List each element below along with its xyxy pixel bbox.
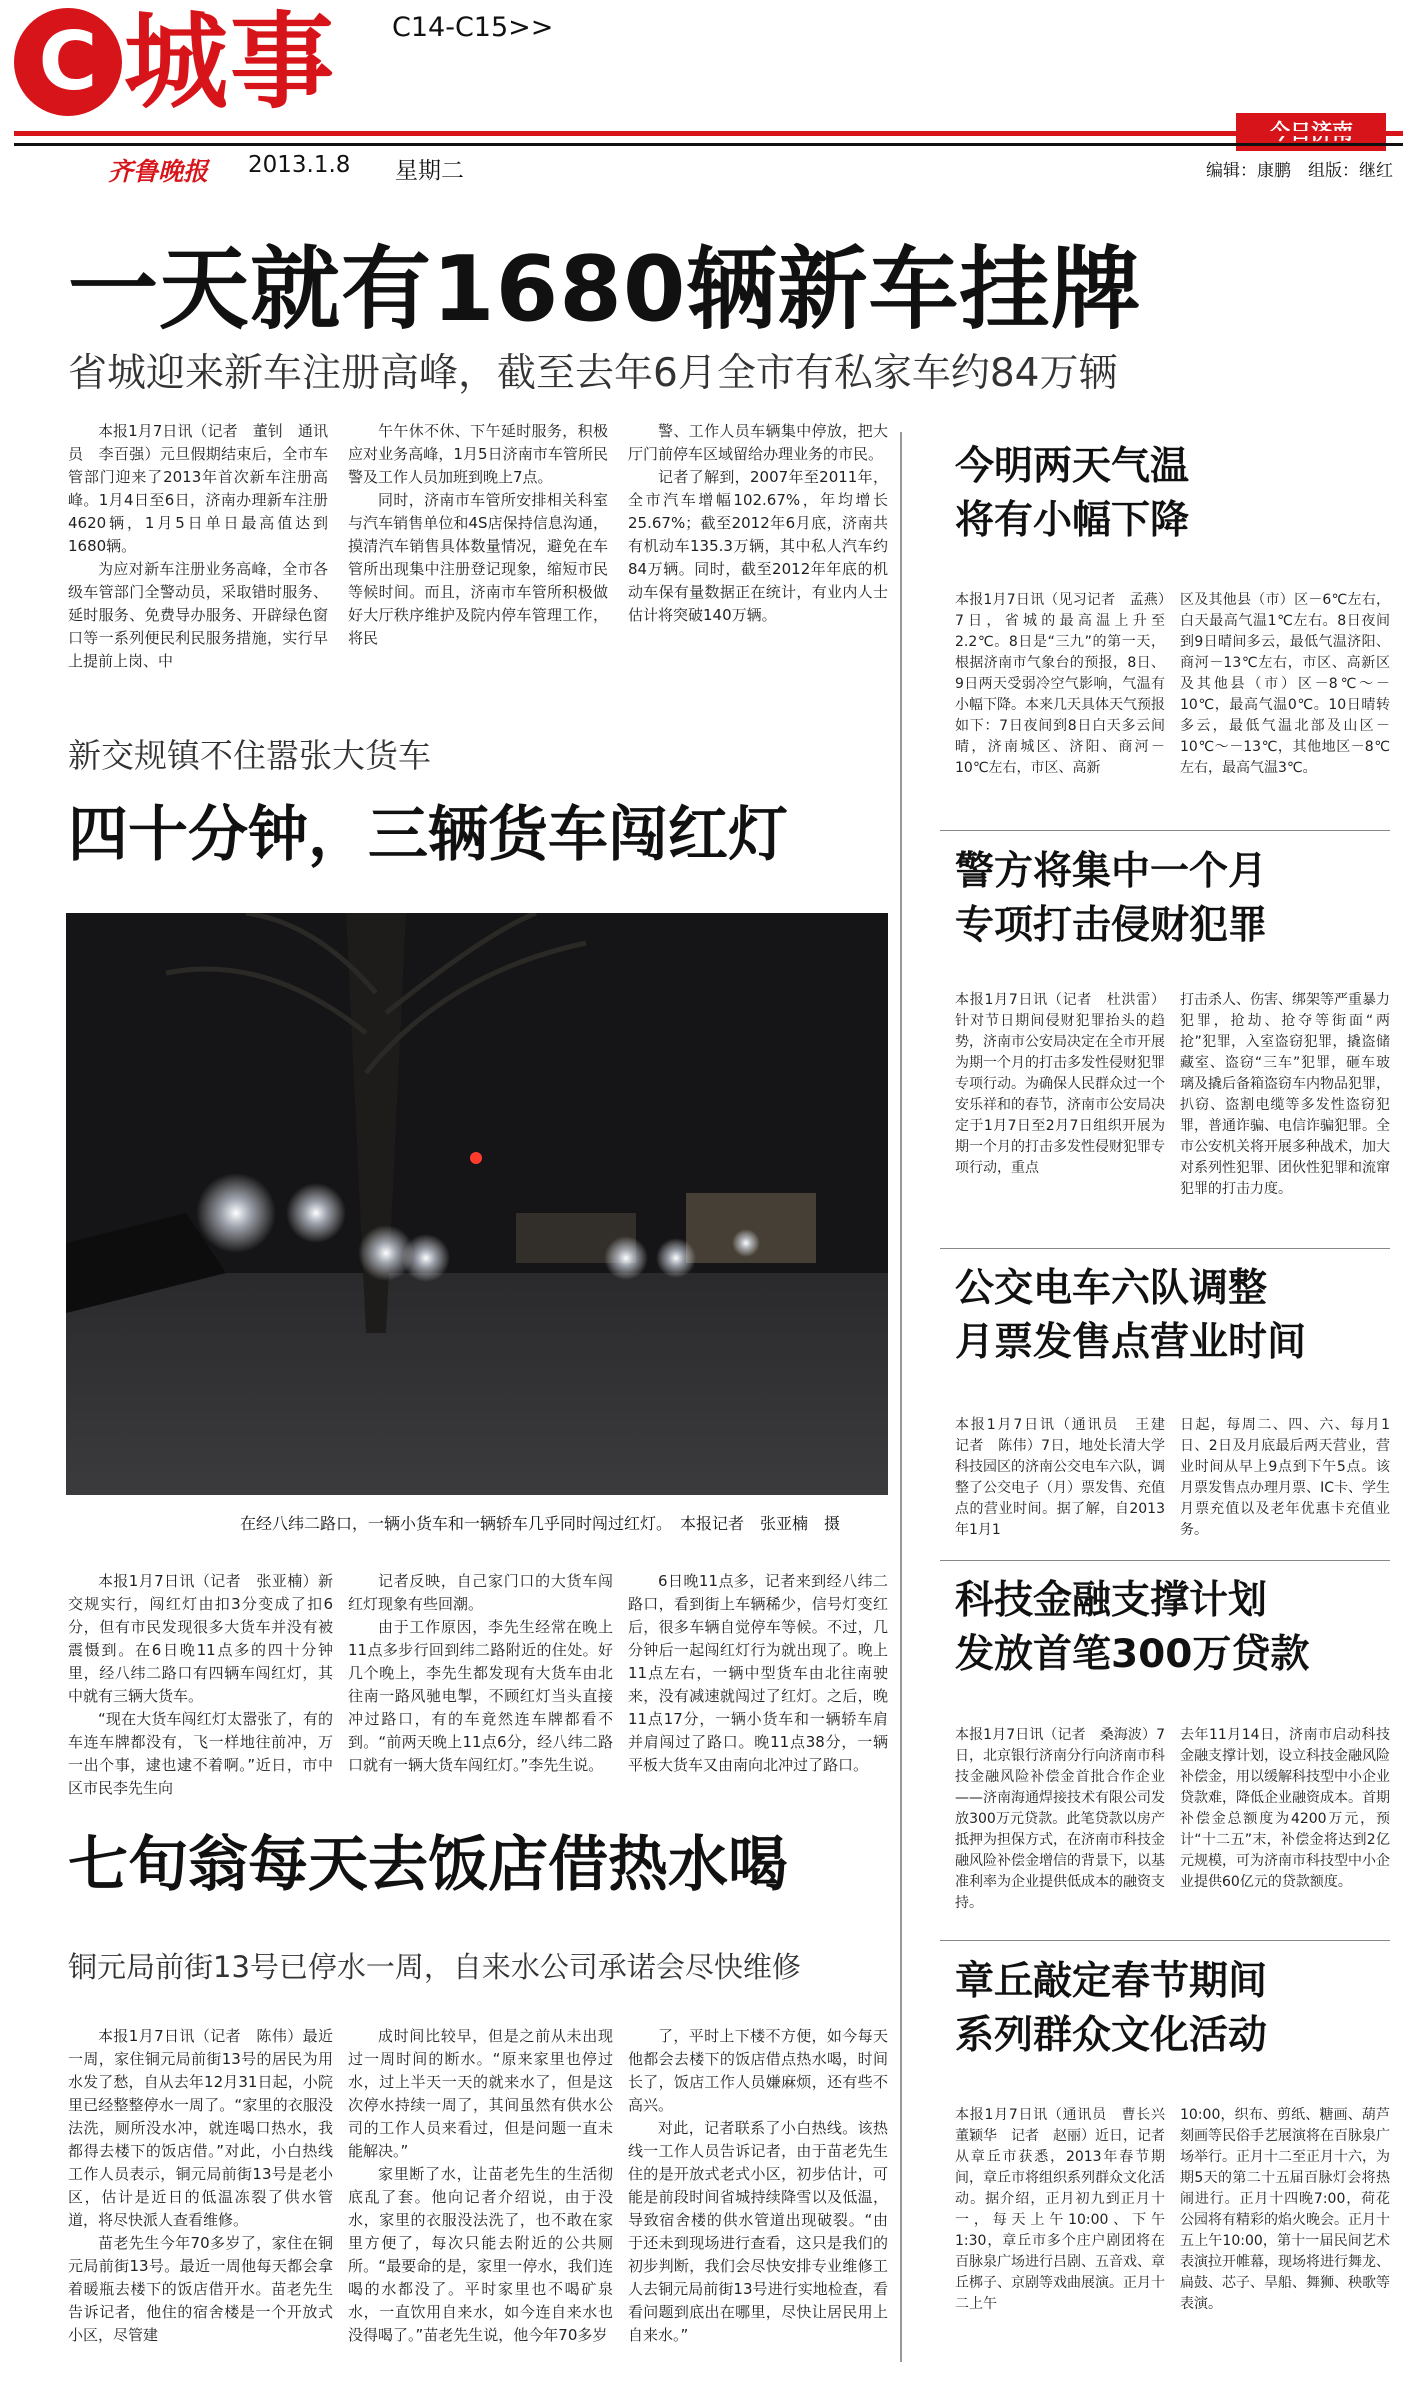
- brief-bus-col-1: 本报1月7日讯（通讯员 王建 记者 陈伟）7日，地处长清大学科技园区的济南公交电车六队，调整了公交电子（月）票发售、充值点的营业时间。据了解，自2013年1月1: [955, 1417, 1179, 1538]
- paragraph: 午午休不休、下午延时服务，积极应对业务高峰，1月5日济南市车管所民警及工作人员加班到晚上7点。: [348, 422, 608, 486]
- night-intersection-photo: [66, 913, 888, 1495]
- brief-headline-line: 专项打击侵财犯罪: [955, 903, 1268, 948]
- brief-finance-col-2: 去年11月14日，济南市启动科技金融支撑计划，设立科技金融风险补偿金，用以缓解科技型中小企业贷款难，降低企业融资成本。首期补偿金总额度为4200万元，预计“十二五”末，补偿金将达到2亿元规模，可为济南市科技型中小企业提供60亿元的贷款额度。: [1180, 1727, 1390, 1890]
- traffic-column-1: [68, 1570, 333, 1800]
- brief-headline-line: 月票发售点营业时间: [955, 1320, 1307, 1365]
- photo-illustration: [66, 913, 888, 1495]
- brief-finance-col-1: 本报1月7日讯（记者 桑海波）7日，北京银行济南分行向济南市科技金融风险补偿金首批合作企业——济南海通焊接技术有限公司发放300万元贷款。此笔贷款以房产抵押为担保方式，在济南市科技金融风险补偿金增信的背景下，以基准利率为企业提供低成本的融资支持。: [955, 1727, 1165, 1911]
- brief-headline-line: 今明两天气温: [955, 444, 1190, 489]
- issue-weekday: 星期二: [395, 158, 464, 184]
- brief-headline-line: 章丘敲定春节期间: [955, 1959, 1268, 2004]
- paragraph: 记者了解到，2007年至2011年，全市汽车增幅102.67%，年均增长25.67%；截至2012年6月底，济南共有机动车135.3万辆，其中私人汽车约84万辆。同时，截至2012年年底的机动车保有量数据正在统计，有业内人士估计将突破140万辆。: [628, 468, 888, 624]
- paragraph: 对此，记者联系了小白热线。该热线一工作人员告诉记者，由于苗老先生住的是开放式老式小区，初步估计，可能是前段时间省城持续降雪以及低温，导致宿舍楼的供水管道出现破裂。“由于还未到现场进行查看，这只是我们的初步判断，我们会尽快安排专业维修工人去铜元局前街13号进行实地检查，看看问题到底出在哪里，尽快让居民用上自来水。”: [628, 2119, 888, 2344]
- traffic-column-2: [348, 1570, 613, 1777]
- photo-caption: 在经八纬二路口，一辆小货车和一辆轿车几乎同时闯过红灯。 本报记者 张亚楠 摄: [240, 1514, 841, 1533]
- brief-weather: [955, 440, 1365, 548]
- masthead-red-rule: [14, 131, 1403, 136]
- lead-headline: 一天就有1680辆新车挂牌: [68, 237, 1142, 342]
- newspaper-name: 齐鲁晚报: [108, 157, 209, 186]
- paragraph: 本报1月7日讯（记者 张亚楠）新交规实行，闯红灯由扣3分变成了扣6分，但有市民发现很多大货车并没有被震慑到。在6日晚11点多的四十分钟里，经八纬二路口有四辆车闯红灯，其中就有三辆大货车。: [68, 1572, 333, 1705]
- paragraph: 苗老先生今年70多岁了，家住在铜元局前街13号。最近一周他每天都会拿着暖瓶去楼下的饭店借开水。苗老先生告诉记者，他住的宿舍楼是一个开放式小区，尽管建: [68, 2234, 333, 2344]
- issue-date: 2013.1.8: [248, 152, 351, 178]
- brief-headline-line: 将有小幅下降: [955, 498, 1190, 543]
- traffic-kicker: 新交规镇不住嚣张大货车: [68, 736, 431, 775]
- brief-zhangqiu: [955, 1955, 1375, 2063]
- brief-police: [955, 845, 1375, 953]
- lead-subhead: 省城迎来新车注册高峰，截至去年6月全市有私家车约84万辆: [68, 351, 1118, 396]
- editor-credits: 编辑：康鹏 组版：继红: [1206, 161, 1393, 181]
- paragraph: 本报1月7日讯（记者 陈伟）最近一周，家住铜元局前街13号的居民为用水发了愁，自从去年12月31日起，小院里已经整整停水一周了。“家里的衣服没法洗，厕所没水冲，就连喝口热水，我都得去楼下的饭店借。”对此，小白热线工作人员表示，铜元局前街13号是老小区，估计是近日的低温冻裂了供水管道，将尽快派人查看维修。: [68, 2027, 333, 2229]
- brief-bus: [955, 1262, 1375, 1370]
- brief-separator: [940, 1940, 1390, 1941]
- traffic-column-3: [628, 1570, 888, 1777]
- lead-column-2: [348, 420, 608, 650]
- water-column-3: [628, 2025, 888, 2347]
- traffic-headline: 四十分钟，三辆货车闯红灯: [68, 800, 788, 870]
- column-divider: [900, 432, 902, 2362]
- paragraph: 由于工作原因，李先生经常在晚上11点多步行回到纬二路附近的住处。好几个晚上，李先生都发现有大货车由北往南一路风驰电掣，不顾红灯当头直接冲过路口，有的车竟然连车牌都看不到。“前两天晚上11点6分，经八纬二路口就有一辆大货车闯红灯。”李先生说。: [348, 1618, 613, 1774]
- brief-separator: [940, 830, 1390, 831]
- brief-finance: [955, 1574, 1375, 1682]
- masthead-black-rule: [14, 143, 1403, 146]
- brief-bus-col-2: 日起，每周二、四、六、每月1日、2日及月底最后两天营业，营业时间从早上9点到下午5点。该月票发售点办理月票、IC卡、学生月票充值以及老年优惠卡充值业务。: [1180, 1417, 1390, 1538]
- paragraph: 记者反映，自己家门口的大货车闯红灯现象有些回潮。: [348, 1572, 613, 1613]
- section-logo-circle: C: [14, 8, 122, 116]
- water-headline: 七旬翁每天去饭店借热水喝: [68, 1830, 788, 1900]
- brief-zhangqiu-col-2: 10:00，织布、剪纸、糖画、葫芦刻画等民俗手艺展演将在百脉泉广场举行。正月十二至正月十六，为期5天的第二十五届百脉灯会将热闹进行。正月十四晚7:00，荷花公园将有精彩的焰火晚会。正月十五上午10:00，第十一届民间艺术表演拉开帷幕，现场将进行舞龙、扁鼓、芯子、旱船、舞狮、秧歌等表演。: [1180, 2107, 1390, 2312]
- water-subhead: 铜元局前街13号已停水一周，自来水公司承诺会尽快维修: [68, 1950, 801, 1984]
- paragraph: 成时间比较早，但是之前从未出现过一周时间的断水。“原来家里也停过水，过上半天一天的就来水了，但是这次停水持续一周了，其间虽然有供水公司的工作人员来看过，但是问题一直未能解决。”: [348, 2027, 613, 2160]
- water-column-1: [68, 2025, 333, 2347]
- paragraph: 同时，济南市车管所安排相关科室与汽车销售单位和4S店保持信息沟通，摸清汽车销售具体数量情况，避免在车管所出现集中注册登记现象，缩短市民等候时间。而且，济南市车管所积极做好大厅秩序维护及院内停车管理工作，将民: [348, 491, 608, 647]
- paragraph: 家里断了水，让苗老先生的生活彻底乱了套。他向记者介绍说，由于没水，家里的衣服没法洗了，也不敢在家里方便了，每次只能去附近的公共厕所。“最要命的是，家里一停水，我们连喝的水都没了。平时家里也不喝矿泉水，一直饮用自来水，如今连自来水也没得喝了。”苗老先生说，他今年70多岁: [348, 2165, 613, 2344]
- brief-headline-line: 系列群众文化活动: [955, 2013, 1268, 2058]
- lead-column-3: [628, 420, 888, 627]
- brief-headline-line: 公交电车六队调整: [955, 1266, 1268, 1311]
- section-title: 城事: [124, 1, 337, 123]
- paragraph: 本报1月7日讯（记者 董钊 通讯员 李百强）元旦假期结束后，全市车管部门迎来了2013年首次新车注册高峰。1月4日至6日，济南办理新车注册4620辆，1月5日单日最高值达到1680辆。: [68, 422, 328, 555]
- brief-separator: [940, 1560, 1390, 1561]
- brief-police-col-1: 本报1月7日讯（记者 杜洪雷）针对节日期间侵财犯罪抬头的趋势，济南市公安局决定在全市开展为期一个月的打击多发性侵财犯罪专项行动。为确保人民群众过一个安乐祥和的春节，济南市公安局决定于1月7日至2月7日组织开展为期一个月的打击多发性侵财犯罪专项行动，重点: [955, 992, 1165, 1176]
- paragraph: “现在大货车闯红灯太嚣张了，有的车连车牌都没有，飞一样地往前冲，万一出个事，逮也逮不着啊。”近日，市中区市民李先生向: [68, 1710, 333, 1797]
- brief-police-col-2: 打击杀人、伤害、绑架等严重暴力犯罪，抢劫、抢夺等街面“两抢”犯罪，入室盗窃犯罪，撬盗储藏室、盗窃“三车”犯罪，砸车玻璃及撬后备箱盗窃车内物品犯罪，扒窃、盗割电缆等多发性盗窃犯罪，普通诈骗、电信诈骗犯罪。全市公安机关将开展多种战术，加大对系列性犯罪、团伙性犯罪和流窜犯罪的打击力度。: [1180, 992, 1390, 1197]
- paragraph: 了，平时上下楼不方便，如今每天他都会去楼下的饭店借点热水喝，时间长了，饭店工作人员嫌麻烦，还有些不高兴。: [628, 2027, 888, 2114]
- paragraph: 警、工作人员车辆集中停放，把大厅门前停车区域留给办理业务的市民。: [628, 422, 888, 463]
- page-range-link[interactable]: C14-C15>>: [392, 12, 554, 43]
- brief-headline-line: 警方将集中一个月: [955, 849, 1268, 894]
- brief-headline-line: 发放首笔300万贷款: [955, 1632, 1310, 1677]
- brief-zhangqiu-col-1: 本报1月7日讯（通讯员 曹长兴 董颖华 记者 赵丽）近日，记者从章丘市获悉，2013年春节期间，章丘市将组织系列群众文化活动。据介绍，正月初九到正月十一，每天上午10:00、下午1:30，章丘市多个庄户剧团将在百脉泉广场进行吕剧、五音戏、章丘梆子、京剧等戏曲展演。正月十二上午: [955, 2107, 1179, 2312]
- brief-weather-col-1: 本报1月7日讯（见习记者 孟燕）7日，省城的最高温上升至2.2℃。8日是“三九”的第一天，根据济南市气象台的预报，8日、9日两天受弱冷空气影响，气温有小幅下降。本来几天具体天气预报如下：7日夜间到8日白天多云间晴，济南城区、济阳、商河－10℃左右，市区、高新: [955, 592, 1165, 776]
- lead-column-1: [68, 420, 328, 673]
- brief-weather-col-2: 区及其他县（市）区－6℃左右，白天最高气温1℃左右。8日夜间到9日晴间多云，最低气温济阳、商河－13℃左右，市区、高新区及其他县（市）区－8℃～－10℃，最高气温0℃。10日晴转多云，最低气温北部及山区－10℃～－13℃，其他地区－8℃左右，最高气温3℃。: [1180, 592, 1390, 776]
- brief-separator: [940, 1248, 1390, 1249]
- paragraph: 6日晚11点多，记者来到经八纬二路口，看到街上车辆稀少，信号灯变红后，很多车辆自觉停车等候。不过，几分钟后一起闯红灯行为就出现了。晚上11点左右，一辆中型货车由北往南驶来，没有减速就闯过了红灯。之后，晚11点17分，一辆小货车和一辆轿车肩并肩闯过了路口。晚11点38分，一辆平板大货车又由南向北冲过了路口。: [628, 1572, 888, 1774]
- brief-headline-line: 科技金融支撑计划: [955, 1578, 1268, 1623]
- water-column-2: [348, 2025, 613, 2347]
- paragraph: 为应对新车注册业务高峰，全市各级车管部门全警动员，采取错时服务、延时服务、免费导办服务、开辟绿色窗口等一系列便民利民服务措施，实行早上提前上岗、中: [68, 560, 328, 670]
